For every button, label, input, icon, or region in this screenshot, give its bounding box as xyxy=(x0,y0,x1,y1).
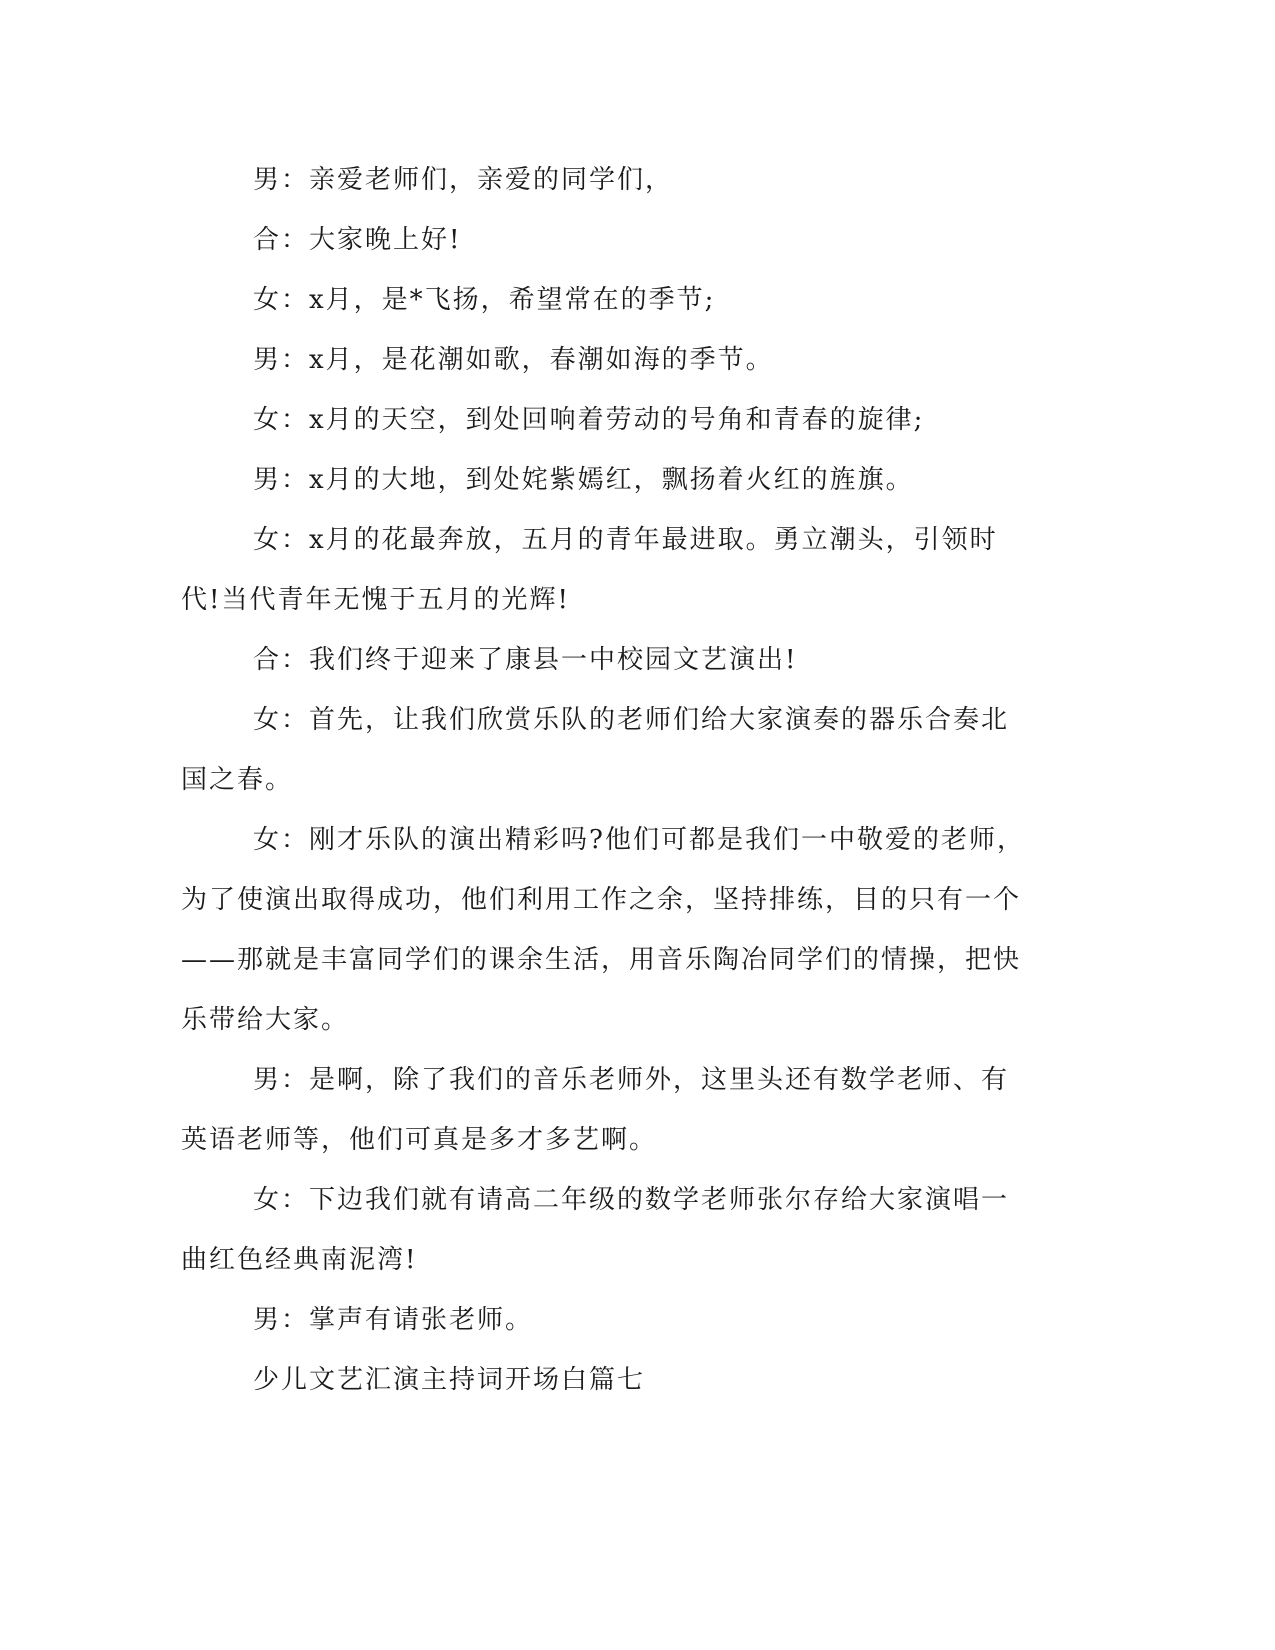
paragraph-female-sky: 女：x月的天空，到处回响着劳动的号角和青春的旋律; xyxy=(253,405,925,435)
paragraph-male-earth: 男：x月的大地，到处姹紫嫣红，飘扬着火红的旌旗。 xyxy=(253,465,914,495)
paragraph-female-band-review: 女：刚才乐队的演出精彩吗?他们可都是我们一中敬爱的老师，为了使演出取得成功，他们利用工作之余，坚持排练，目的只有一个——那就是丰富同学们的课余生活，用音乐陶冶同学们的情操，把快乐带给大家。 xyxy=(181,825,1025,1035)
paragraph-female-next-act: 女：下边我们就有请高二年级的数学老师张尔存给大家演唱一曲红色经典南泥湾! xyxy=(181,1185,1010,1275)
paragraph-female-band-intro: 女：首先，让我们欣赏乐队的老师们给大家演奏的器乐合奏北国之春。 xyxy=(181,705,1010,795)
paragraph-greeting-male: 男：亲爱老师们，亲爱的同学们， xyxy=(253,165,674,195)
paragraph-female-season: 女：x月，是*飞扬，希望常在的季节; xyxy=(253,285,716,315)
section-heading: 少儿文艺汇演主持词开场白篇七 xyxy=(253,1365,646,1395)
paragraph-male-season: 男：x月，是花潮如歌，春潮如海的季节。 xyxy=(253,345,774,375)
paragraph-female-youth: 女：x月的花最奔放，五月的青年最进取。勇立潮头，引领时代!当代青年无愧于五月的光辉! xyxy=(181,525,998,615)
paragraph-male-applause: 男：掌声有请张老师。 xyxy=(253,1305,534,1335)
paragraph-male-teachers: 男：是啊，除了我们的音乐老师外，这里头还有数学老师、有英语老师等，他们可真是多才多艺啊。 xyxy=(181,1065,1010,1155)
paragraph-greeting-together: 合：大家晚上好! xyxy=(253,225,462,255)
paragraph-together-performance: 合：我们终于迎来了康县一中校园文艺演出! xyxy=(253,645,798,675)
document-body xyxy=(181,150,1027,1410)
